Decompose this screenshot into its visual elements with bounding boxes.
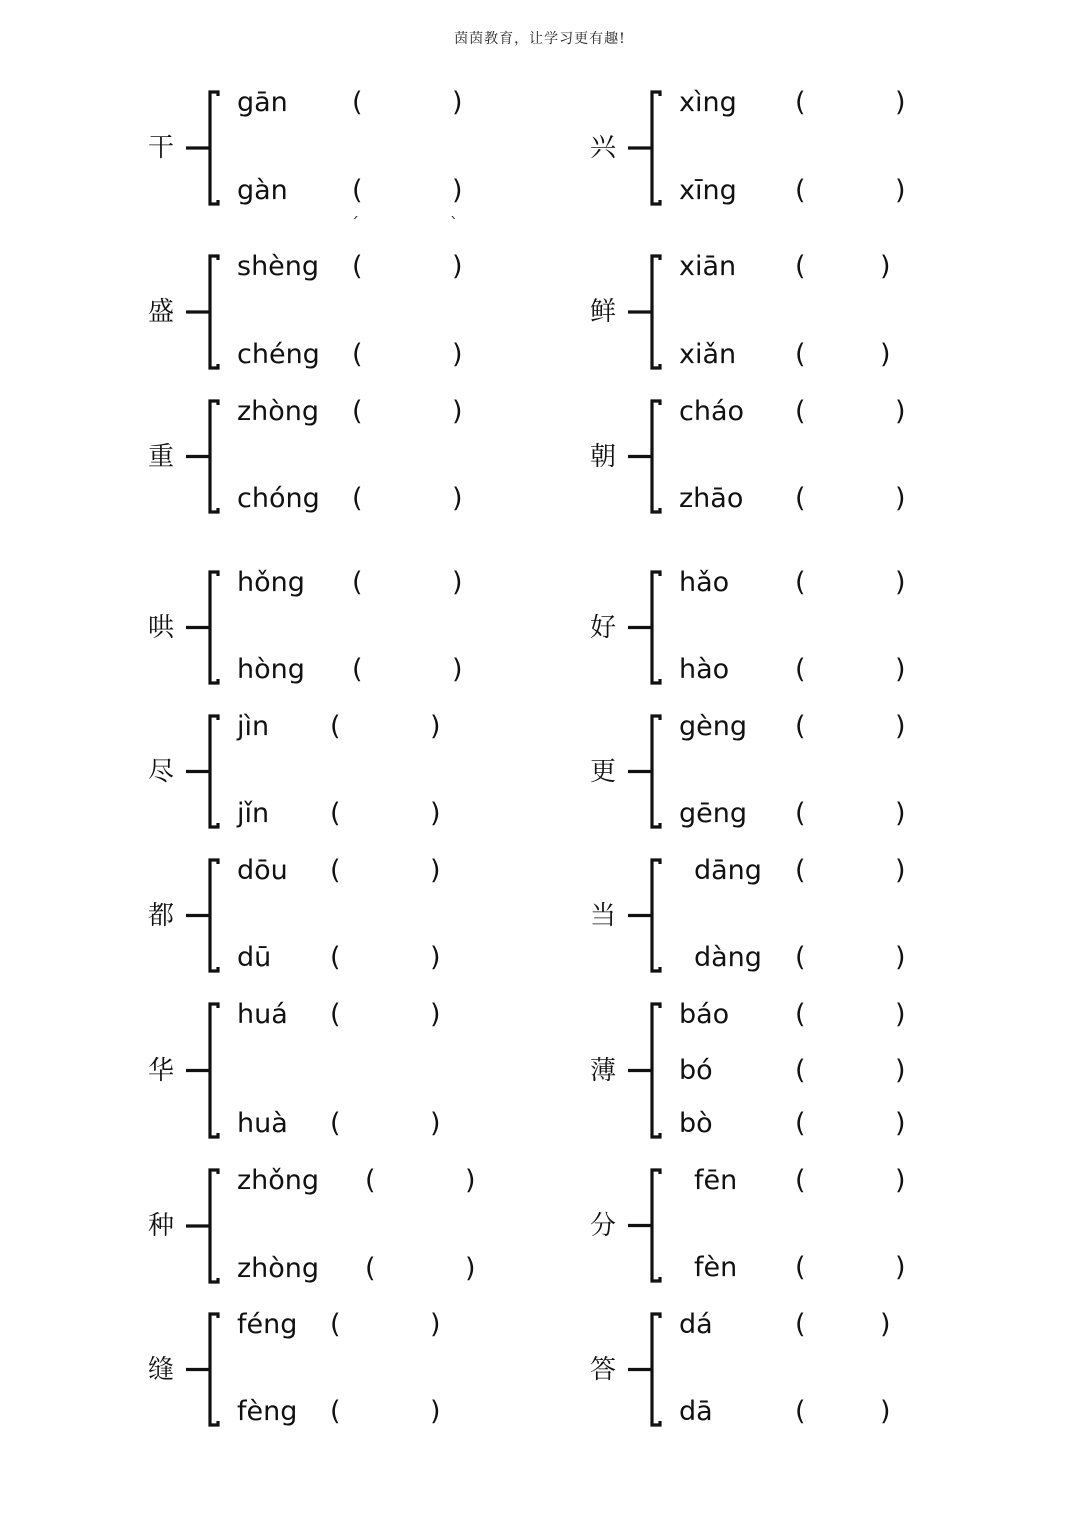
answer-paren-close: ) — [430, 1309, 441, 1340]
answer-paren-open: ( — [795, 798, 806, 829]
pinyin-label: féng — [237, 1309, 298, 1340]
pinyin-label: chóng — [237, 483, 320, 514]
reading-row — [237, 998, 450, 1032]
answer-paren-close: ) — [895, 1165, 906, 1196]
pinyin-label: báo — [679, 999, 730, 1030]
answer-paren-open: ( — [795, 654, 806, 685]
answer-paren-open: ( — [795, 711, 806, 742]
answer-paren-open: ( — [352, 567, 363, 598]
reading-row — [679, 86, 915, 120]
reading-row — [679, 338, 900, 372]
pinyin-label: huà — [237, 1108, 288, 1139]
bracket-icon — [628, 714, 662, 829]
reading-row — [237, 854, 450, 888]
pinyin-label: xiǎn — [679, 339, 737, 370]
answer-paren-close: ) — [880, 339, 891, 370]
answer-paren-open: ( — [352, 175, 363, 206]
reading-row — [679, 653, 915, 687]
answer-paren-open: ( — [330, 711, 341, 742]
reading-row — [237, 86, 472, 120]
pinyin-label: zhòng — [237, 396, 320, 427]
pinyin-label: dá — [679, 1309, 713, 1340]
stray-mark-left: ˊ — [351, 214, 359, 233]
answer-paren-close: ) — [895, 1055, 906, 1086]
pinyin-label: dōu — [237, 855, 288, 886]
answer-paren-close: ) — [452, 567, 463, 598]
pinyin-label: gān — [237, 87, 288, 118]
reading-row — [237, 941, 450, 975]
reading-row — [237, 174, 472, 208]
hanzi-character: 更 — [590, 756, 617, 787]
bracket-icon — [186, 570, 220, 685]
polyphone-entry — [148, 396, 478, 514]
answer-paren-open: ( — [352, 654, 363, 685]
answer-paren-open: ( — [795, 1165, 806, 1196]
pinyin-label: fèn — [694, 1252, 738, 1283]
answer-paren-close: ) — [430, 942, 441, 973]
answer-paren-open: ( — [330, 942, 341, 973]
answer-paren-open: ( — [330, 855, 341, 886]
pinyin-label: dāng — [694, 855, 762, 886]
answer-paren-open: ( — [365, 1165, 376, 1196]
polyphone-entry — [148, 1165, 478, 1284]
hanzi-character: 干 — [148, 133, 175, 163]
reading-row — [237, 1107, 450, 1141]
bracket-icon — [186, 714, 220, 829]
answer-paren-close: ) — [880, 1396, 891, 1427]
answer-paren-open: ( — [795, 483, 806, 514]
answer-paren-open: ( — [330, 1108, 341, 1139]
pinyin-label: bò — [679, 1108, 713, 1139]
reading-row — [237, 1252, 485, 1286]
bracket-icon — [628, 570, 662, 685]
reading-row — [679, 998, 915, 1032]
answer-paren-close: ) — [430, 798, 441, 829]
answer-paren-close: ) — [895, 942, 906, 973]
reading-row — [679, 1308, 900, 1342]
reading-row — [237, 482, 472, 516]
reading-row — [237, 338, 472, 372]
answer-paren-close: ) — [430, 999, 441, 1030]
answer-paren-close: ) — [465, 1253, 476, 1284]
hanzi-character: 鲜 — [590, 297, 617, 327]
bracket-icon — [186, 1312, 220, 1427]
reading-row — [694, 1164, 915, 1198]
hanzi-character: 哄 — [148, 612, 175, 643]
bracket-icon — [628, 1312, 662, 1427]
pinyin-label: zhǒng — [237, 1165, 320, 1196]
bracket-icon — [628, 858, 662, 973]
answer-paren-open: ( — [795, 1309, 806, 1340]
pinyin-label: jìn — [237, 711, 270, 742]
bracket-icon — [628, 399, 662, 514]
answer-paren-open: ( — [795, 1055, 806, 1086]
polyphone-entry — [148, 711, 478, 829]
bracket-icon — [186, 1168, 220, 1284]
reading-row — [679, 174, 915, 208]
answer-paren-open: ( — [795, 942, 806, 973]
pinyin-label: dàng — [694, 942, 762, 973]
answer-paren-open: ( — [795, 567, 806, 598]
answer-paren-open: ( — [330, 999, 341, 1030]
reading-row — [237, 1395, 450, 1429]
reading-row — [237, 1308, 450, 1342]
answer-paren-open: ( — [330, 798, 341, 829]
pinyin-label: hǒng — [237, 567, 305, 598]
hanzi-character: 兴 — [590, 133, 617, 163]
polyphone-entry — [590, 396, 920, 514]
answer-paren-open: ( — [795, 339, 806, 370]
hanzi-character: 华 — [148, 1055, 175, 1086]
answer-paren-close: ) — [430, 855, 441, 886]
polyphone-entry — [148, 567, 478, 685]
reading-row — [679, 395, 915, 429]
answer-paren-close: ) — [895, 711, 906, 742]
reading-row — [679, 1395, 900, 1429]
answer-paren-open: ( — [795, 1252, 806, 1283]
answer-paren-close: ) — [895, 483, 906, 514]
answer-paren-close: ) — [452, 483, 463, 514]
polyphone-entry — [148, 1309, 478, 1427]
polyphone-entry — [590, 1309, 920, 1427]
answer-paren-open: ( — [795, 251, 806, 282]
bracket-icon — [628, 1168, 662, 1283]
polyphone-entry — [590, 87, 920, 206]
polyphone-entry — [590, 855, 920, 973]
bracket-icon — [628, 254, 662, 370]
reading-row — [679, 1107, 915, 1141]
hanzi-character: 好 — [590, 612, 617, 643]
answer-paren-open: ( — [352, 339, 363, 370]
bracket-icon — [186, 254, 220, 370]
pinyin-label: chéng — [237, 339, 320, 370]
answer-paren-close: ) — [895, 396, 906, 427]
bracket-icon — [186, 90, 220, 206]
hanzi-character: 分 — [590, 1210, 617, 1241]
pinyin-label: jǐn — [237, 798, 270, 829]
pinyin-label: gàn — [237, 175, 288, 206]
answer-paren-close: ) — [895, 654, 906, 685]
answer-paren-open: ( — [330, 1396, 341, 1427]
answer-paren-close: ) — [895, 1108, 906, 1139]
stray-mark-right: ˋ — [450, 214, 458, 233]
polyphone-entry — [148, 999, 478, 1139]
page-header: 茵茵教育，让学习更有趣! — [454, 31, 626, 47]
answer-paren-close: ) — [895, 1252, 906, 1283]
answer-paren-close: ) — [895, 175, 906, 206]
reading-row — [237, 797, 450, 831]
answer-paren-close: ) — [452, 654, 463, 685]
polyphone-entry — [590, 1165, 920, 1283]
hanzi-character: 当 — [590, 900, 617, 931]
answer-paren-close: ) — [452, 87, 463, 118]
hanzi-character: 都 — [148, 900, 175, 931]
answer-paren-close: ) — [895, 855, 906, 886]
reading-row — [237, 395, 472, 429]
pinyin-label: xìng — [679, 87, 737, 118]
reading-row — [679, 482, 915, 516]
pinyin-label: cháo — [679, 396, 745, 427]
answer-paren-close: ) — [452, 251, 463, 282]
answer-paren-open: ( — [365, 1253, 376, 1284]
answer-paren-close: ) — [452, 175, 463, 206]
reading-row — [237, 653, 472, 687]
pinyin-label: shèng — [237, 251, 320, 282]
pinyin-label: hǎo — [679, 567, 730, 598]
reading-row — [679, 797, 915, 831]
answer-paren-open: ( — [352, 483, 363, 514]
answer-paren-open: ( — [795, 1396, 806, 1427]
pinyin-label: xiān — [679, 251, 737, 282]
hanzi-character: 盛 — [148, 297, 175, 327]
polyphone-entry — [590, 711, 920, 829]
pinyin-label: hòng — [237, 654, 305, 685]
bracket-icon — [186, 1002, 220, 1139]
polyphone-entry — [148, 87, 478, 206]
hanzi-character: 答 — [590, 1354, 617, 1385]
answer-paren-close: ) — [880, 1309, 891, 1340]
pinyin-label: zhāo — [679, 483, 744, 514]
hanzi-character: 种 — [148, 1211, 175, 1241]
answer-paren-open: ( — [352, 396, 363, 427]
answer-paren-close: ) — [880, 251, 891, 282]
reading-row — [237, 710, 450, 744]
answer-paren-close: ) — [895, 87, 906, 118]
reading-row — [237, 250, 472, 284]
pinyin-label: hào — [679, 654, 730, 685]
hanzi-character: 朝 — [590, 441, 617, 472]
polyphone-entry — [590, 251, 920, 370]
answer-paren-open: ( — [795, 999, 806, 1030]
answer-paren-close: ) — [452, 339, 463, 370]
answer-paren-open: ( — [352, 251, 363, 282]
answer-paren-close: ) — [430, 1396, 441, 1427]
polyphone-entry — [590, 999, 920, 1139]
pinyin-label: fèng — [237, 1396, 298, 1427]
reading-row — [694, 1251, 915, 1285]
polyphone-entry — [590, 567, 920, 685]
bracket-icon — [186, 399, 220, 514]
pinyin-label: bó — [679, 1055, 713, 1086]
pinyin-label: gèng — [679, 711, 748, 742]
answer-paren-open: ( — [795, 1108, 806, 1139]
pinyin-label: dā — [679, 1396, 713, 1427]
reading-row — [679, 1054, 915, 1088]
answer-paren-close: ) — [465, 1165, 476, 1196]
answer-paren-open: ( — [352, 87, 363, 118]
answer-paren-close: ) — [895, 999, 906, 1030]
reading-row — [694, 941, 915, 975]
answer-paren-close: ) — [430, 1108, 441, 1139]
answer-paren-open: ( — [330, 1309, 341, 1340]
answer-paren-open: ( — [795, 87, 806, 118]
reading-row — [679, 250, 900, 284]
hanzi-character: 缝 — [148, 1354, 175, 1385]
polyphone-entry — [148, 251, 478, 370]
reading-row — [694, 854, 915, 888]
hanzi-character: 重 — [148, 441, 175, 472]
pinyin-label: fēn — [694, 1165, 738, 1196]
answer-paren-open: ( — [795, 855, 806, 886]
bracket-icon — [628, 1002, 662, 1139]
pinyin-label: zhòng — [237, 1253, 320, 1284]
hanzi-character: 尽 — [148, 756, 175, 787]
pinyin-label: huá — [237, 999, 288, 1030]
answer-paren-close: ) — [452, 396, 463, 427]
answer-paren-close: ) — [895, 567, 906, 598]
reading-row — [679, 710, 915, 744]
polyphone-entry — [148, 855, 478, 973]
hanzi-character: 薄 — [590, 1055, 617, 1086]
answer-paren-open: ( — [795, 396, 806, 427]
bracket-icon — [186, 858, 220, 973]
pinyin-label: xīng — [679, 175, 737, 206]
answer-paren-open: ( — [795, 175, 806, 206]
reading-row — [679, 566, 915, 600]
reading-row — [237, 1164, 485, 1198]
answer-paren-close: ) — [430, 711, 441, 742]
pinyin-label: gēng — [679, 798, 748, 829]
bracket-icon — [628, 90, 662, 206]
pinyin-label: dū — [237, 942, 272, 973]
reading-row — [237, 566, 472, 600]
answer-paren-close: ) — [895, 798, 906, 829]
